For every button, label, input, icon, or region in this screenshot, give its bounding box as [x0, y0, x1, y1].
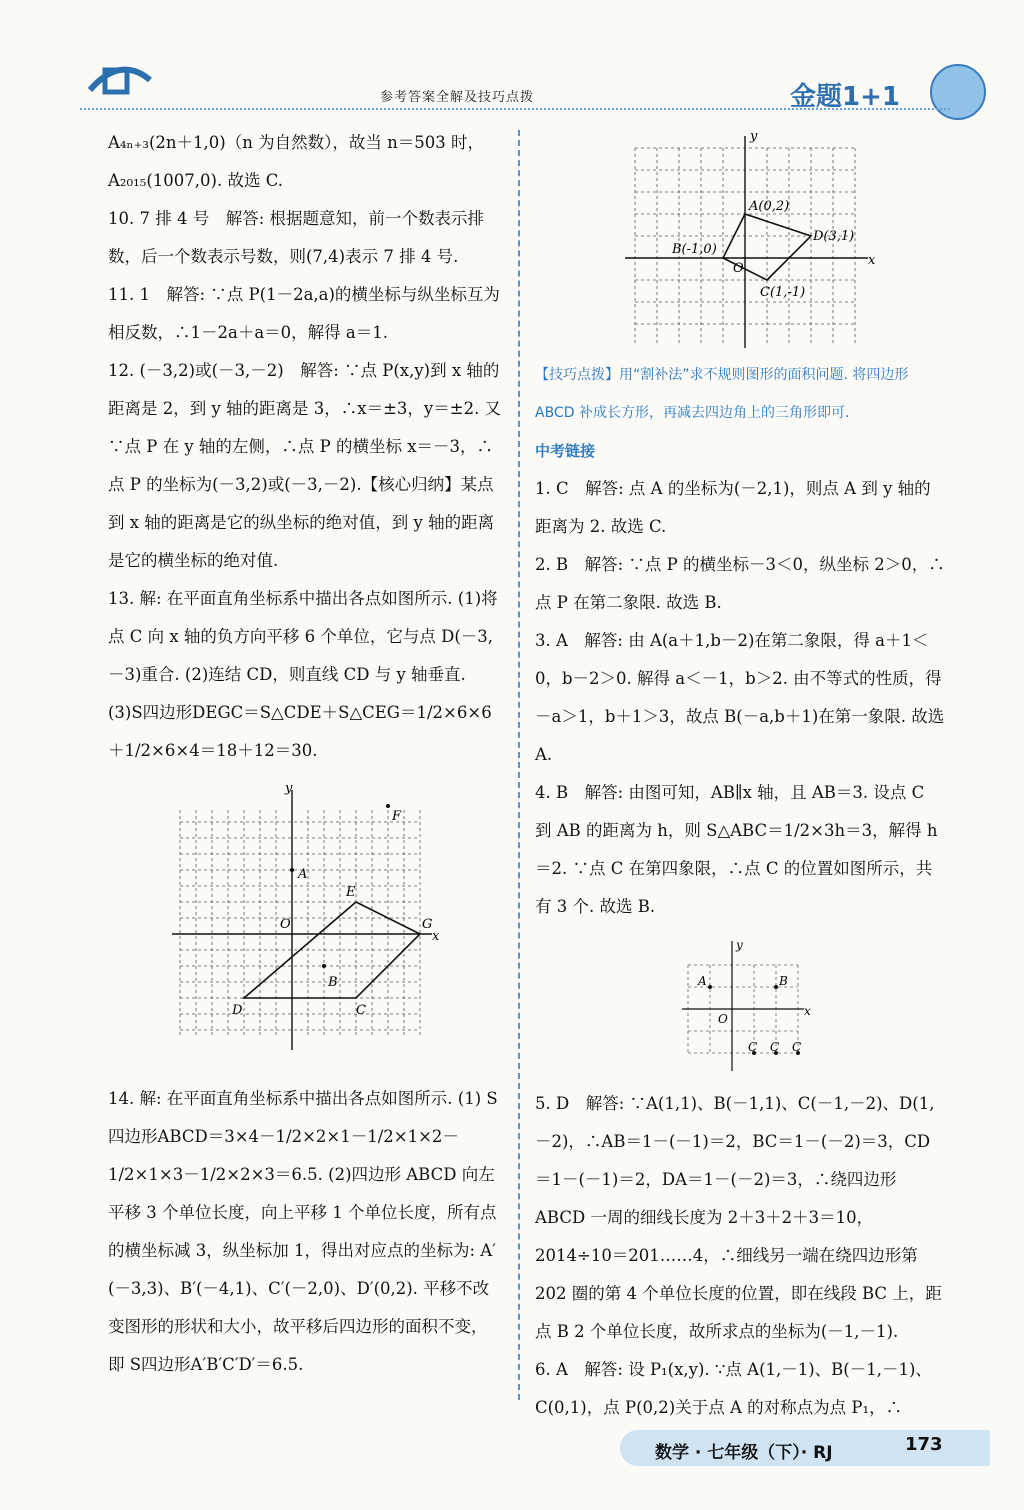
header-title: 参考答案全解及技巧点拨	[380, 90, 535, 105]
origin-label: O	[718, 1012, 728, 1026]
y-axis-label: y	[285, 781, 293, 796]
right-paragraph: 1. C 解答: 点 A 的坐标为(－2,1)，则点 A 到 y 轴的距离为 2. 故选 C.	[535, 479, 931, 536]
left-paragraph: 10. 7 排 4 号 解答: 根据题意知，前一个数表示排数，后一个数表示号数，则(7,4)表示 7 排 4 号.	[108, 209, 485, 266]
right-column-2	[535, 1085, 945, 1427]
tip-paragraph: 【技巧点拨】用“割补法”求不规则图形的面积问题. 将四边形 ABCD 补成长方形，再减去四边角上的三角形即可.	[535, 367, 909, 421]
y-axis-label: y	[750, 129, 758, 144]
left-paragraph: 11. 1 解答: ∵点 P(1－2a,a)的横坐标与纵坐标互为相反数，∴1－2a＋a＝0，解得 a＝1.	[108, 285, 500, 342]
logo-icon	[85, 50, 155, 105]
right-paragraph: 5. D 解答: ∵A(1,1)、B(－1,1)、C(－1,－2)、D(1,－2)，∴AB＝1－(－1)＝2，BC＝1－(－2)＝3，CD＝1－(－1)＝2，DA＝1－(－2)＝3，∴绕四边形 ABCD 一周的细线长度为 2＋3＋2＋3＝10，2014÷10＝201……4，∴细线另一端在绕四边形第 202 圈的第 4 个单位长度的位置，即在线段 BC 上，距点 B 2 个单位长度，故所求点的坐标为(－1,－1).	[535, 1094, 942, 1341]
point-label-c3: C	[792, 1040, 802, 1054]
origin-label: O	[733, 261, 744, 276]
coordinate-graph-q13	[170, 780, 450, 1060]
point-label-f: F	[392, 809, 402, 824]
point-label-d: D	[232, 1003, 243, 1018]
page-header	[0, 0, 1024, 130]
point-label-g: G	[422, 917, 433, 932]
point-label-c2: C	[770, 1040, 780, 1054]
y-axis-label: y	[736, 938, 743, 952]
left-paragraph: 14. 解: 在平面直角坐标系中描出各点如图所示. (1) S四边形ABCD＝3×4－1/2×2×1－1/2×1×2－1/2×1×3－1/2×2×3＝6.5. (2)四边形 ABCD 向左平移 3 个单位长度，向上平移 1 个单位长度，所有点的横坐标减 3，纵坐标加 1，得出对应点的坐标为: A′(－3,3)、B′(－4,1)、C′(－2,0)、D′(0,2). 平移不改变图形的形状和大小，故平移后四边形的面积不变，即 S四边形A′B′C′D′＝6.5.	[108, 1089, 498, 1374]
right-paragraph: 6. A 解答: 设 P₁(x,y). ∵点 A(1,－1)、B(－1,－1)、C(0,1)，点 P(0,2)关于点 A 的对称点为点 P₁，∴	[535, 1360, 932, 1417]
coordinate-graph-q4	[680, 935, 820, 1075]
left-paragraph: A₂₀₁₅(1007,0). 故选 C.	[108, 171, 283, 190]
x-axis-label: x	[804, 1004, 811, 1018]
right-column	[535, 356, 945, 926]
point-label-b: B	[328, 975, 338, 990]
point-label-d: D(3,1)	[813, 229, 855, 244]
origin-label: O	[280, 917, 291, 932]
left-paragraph: 13. 解: 在平面直角坐标系中描出各点如图所示. (1)将点 C 向 x 轴的负方向平移 6 个单位，它与点 D(－3,－3)重合. (2)连结 CD，则直线 CD 与 y 轴垂直. (3)S四边形DEGC＝S△CDE＋S△CEG＝1/2×6×6＋1/2×6×4＝18＋12＝30.	[108, 589, 498, 760]
point-label-e: E	[346, 885, 356, 900]
section-heading: 中考链接	[535, 442, 596, 460]
point-label-b: B	[779, 974, 788, 988]
left-paragraph: A₄ₙ₊₃(2n＋1,0)（n 为自然数），故当 n＝503 时，	[108, 133, 484, 152]
left-paragraph: 12. (－3,2)或(－3,－2) 解答: ∵点 P(x,y)到 x 轴的距离是 2，到 y 轴的距离是 3，∴x＝±3，y＝±2. 又∵点 P 在 y 轴的左侧，∴点 P 的横坐标 x＝－3，∴点 P 的坐标为(－3,2)或(－3,－2).【核心归纳】某点到 x 轴的距离是它的纵坐标的绝对值，到 y 轴的距离是它的横坐标的绝对值.	[108, 361, 502, 570]
mascot-icon	[930, 64, 986, 120]
x-axis-label: x	[868, 253, 876, 268]
column-separator	[518, 130, 520, 1400]
x-axis-label: x	[432, 929, 440, 944]
right-paragraph: 4. B 解答: 由图可知，AB∥x 轴，且 AB＝3. 设点 C 到 AB 的距离为 h，则 S△ABC＝1/2×3h＝3，解得 h＝2. ∵点 C 在第四象限，∴点 C 的位置如图所示，共有 3 个. 故选 B.	[535, 783, 938, 916]
point-label-c: C(1,-1)	[760, 285, 806, 300]
point-label-a: A	[298, 867, 308, 882]
page-number: 173	[905, 1434, 943, 1455]
point-label-c: C	[356, 1003, 366, 1018]
left-column-2	[108, 1080, 503, 1384]
header-rule	[80, 108, 950, 110]
left-column	[108, 124, 503, 770]
point-label-b: B(-1,0)	[672, 242, 717, 257]
right-paragraph: 2. B 解答: ∵点 P 的横坐标－3＜0，纵坐标 2＞0，∴点 P 在第二象限. 故选 B.	[535, 555, 945, 612]
right-paragraph: 3. A 解答: 由 A(a＋1,b－2)在第二象限，得 a＋1＜0，b－2＞0. 解得 a＜－1，b＞2. 由不等式的性质，得－a＞1，b＋1＞3，故点 B(－a,b＋1)在第一象限. 故选 A.	[535, 631, 945, 764]
point-label-a: A(0,2)	[749, 199, 790, 214]
point-label-c1: C	[748, 1040, 758, 1054]
coordinate-graph-q14	[620, 128, 880, 353]
point-label-a: A	[698, 974, 707, 988]
footer-subject: 数学 · 七年级（下）· RJ	[655, 1443, 833, 1463]
brand-title: 金题1+1	[790, 82, 900, 112]
